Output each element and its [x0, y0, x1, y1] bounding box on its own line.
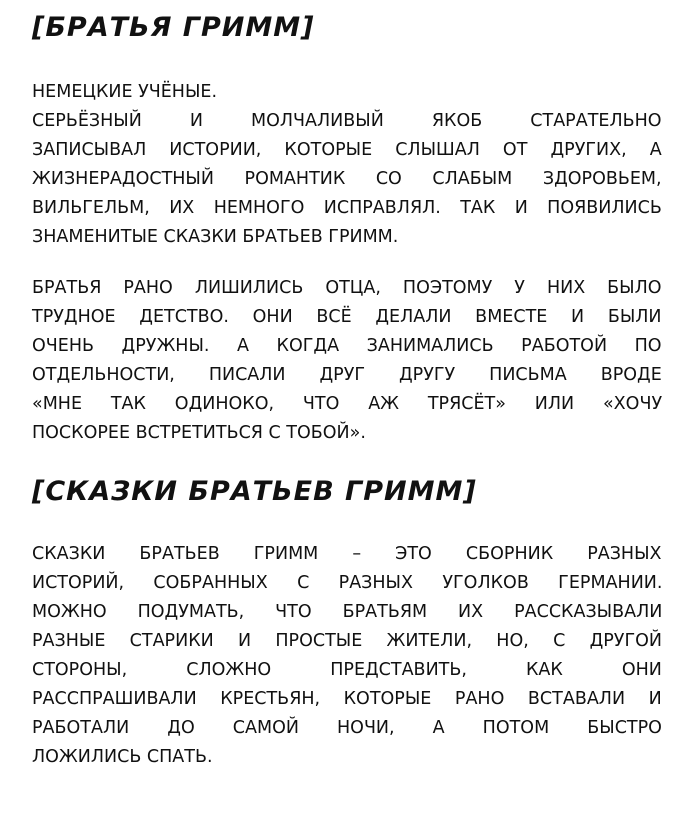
text-line: ТРУДНОЕ ДЕТСТВО. ОНИ ВСЁ ДЕЛАЛИ ВМЕСТЕ И БЫЛИ	[32, 307, 662, 327]
paragraph-childhood	[32, 274, 662, 448]
text-line: ЛОЖИЛИСЬ СПАТЬ.	[32, 747, 213, 767]
text-line: ОЧЕНЬ ДРУЖНЫ. А КОГДА ЗАНИМАЛИСЬ РАБОТОЙ ПО	[32, 336, 662, 356]
paragraph-tales-collection	[32, 540, 662, 772]
text-line: ИСТОРИЙ, СОБРАННЫХ С РАЗНЫХ УГОЛКОВ ГЕРМАНИИ.	[32, 573, 663, 593]
text-line: ЗАПИСЫВАЛ ИСТОРИИ, КОТОРЫЕ СЛЫШАЛ ОТ ДРУГИХ, А	[32, 140, 662, 160]
text-line: СКАЗКИ БРАТЬЕВ ГРИММ – ЭТО СБОРНИК РАЗНЫХ	[32, 544, 662, 564]
text-line: ВИЛЬГЕЛЬМ, ИХ НЕМНОГО ИСПРАВЛЯЛ. ТАК И ПОЯВИЛИСЬ	[32, 198, 662, 218]
text-line: СЕРЬЁЗНЫЙ И МОЛЧАЛИВЫЙ ЯКОБ СТАРАТЕЛЬНО	[32, 111, 662, 131]
text-line: РАССПРАШИВАЛИ КРЕСТЬЯН, КОТОРЫЕ РАНО ВСТАВАЛИ И	[32, 689, 662, 709]
text-line: ЖИЗНЕРАДОСТНЫЙ РОМАНТИК СО СЛАБЫМ ЗДОРОВЬЕМ,	[32, 169, 662, 189]
text-line: РАБОТАЛИ ДО САМОЙ НОЧИ, А ПОТОМ БЫСТРО	[32, 718, 662, 738]
text-line: ЗНАМЕНИТЫЕ СКАЗКИ БРАТЬЕВ ГРИММ.	[32, 227, 399, 247]
text-line: МОЖНО ПОДУМАТЬ, ЧТО БРАТЬЯМ ИХ РАССКАЗЫВАЛИ	[32, 602, 663, 622]
text-line: БРАТЬЯ РАНО ЛИШИЛИСЬ ОТЦА, ПОЭТОМУ У НИХ БЫЛО	[32, 278, 662, 298]
text-line: ОТДЕЛЬНОСТИ, ПИСАЛИ ДРУГ ДРУГУ ПИСЬМА ВРОДЕ	[32, 365, 662, 385]
section-heading-grimm-tales: [СКАЗКИ БРАТЬЕВ ГРИММ]	[32, 476, 477, 507]
text-line: «МНЕ ТАК ОДИНОКО, ЧТО АЖ ТРЯСЁТ» ИЛИ «ХОЧУ	[32, 394, 663, 414]
text-line: НЕМЕЦКИЕ УЧЁНЫЕ.	[32, 82, 218, 102]
text-line: РАЗНЫЕ СТАРИКИ И ПРОСТЫЕ ЖИТЕЛИ, НО, С ДРУГОЙ	[32, 631, 663, 651]
paragraph-scholars	[32, 78, 662, 252]
text-line: СТОРОНЫ, СЛОЖНО ПРЕДСТАВИТЬ, КАК ОНИ	[32, 660, 662, 680]
section-heading-brothers-grimm: [БРАТЬЯ ГРИММ]	[32, 12, 315, 43]
text-line: ПОСКОРЕЕ ВСТРЕТИТЬСЯ С ТОБОЙ».	[32, 423, 366, 443]
